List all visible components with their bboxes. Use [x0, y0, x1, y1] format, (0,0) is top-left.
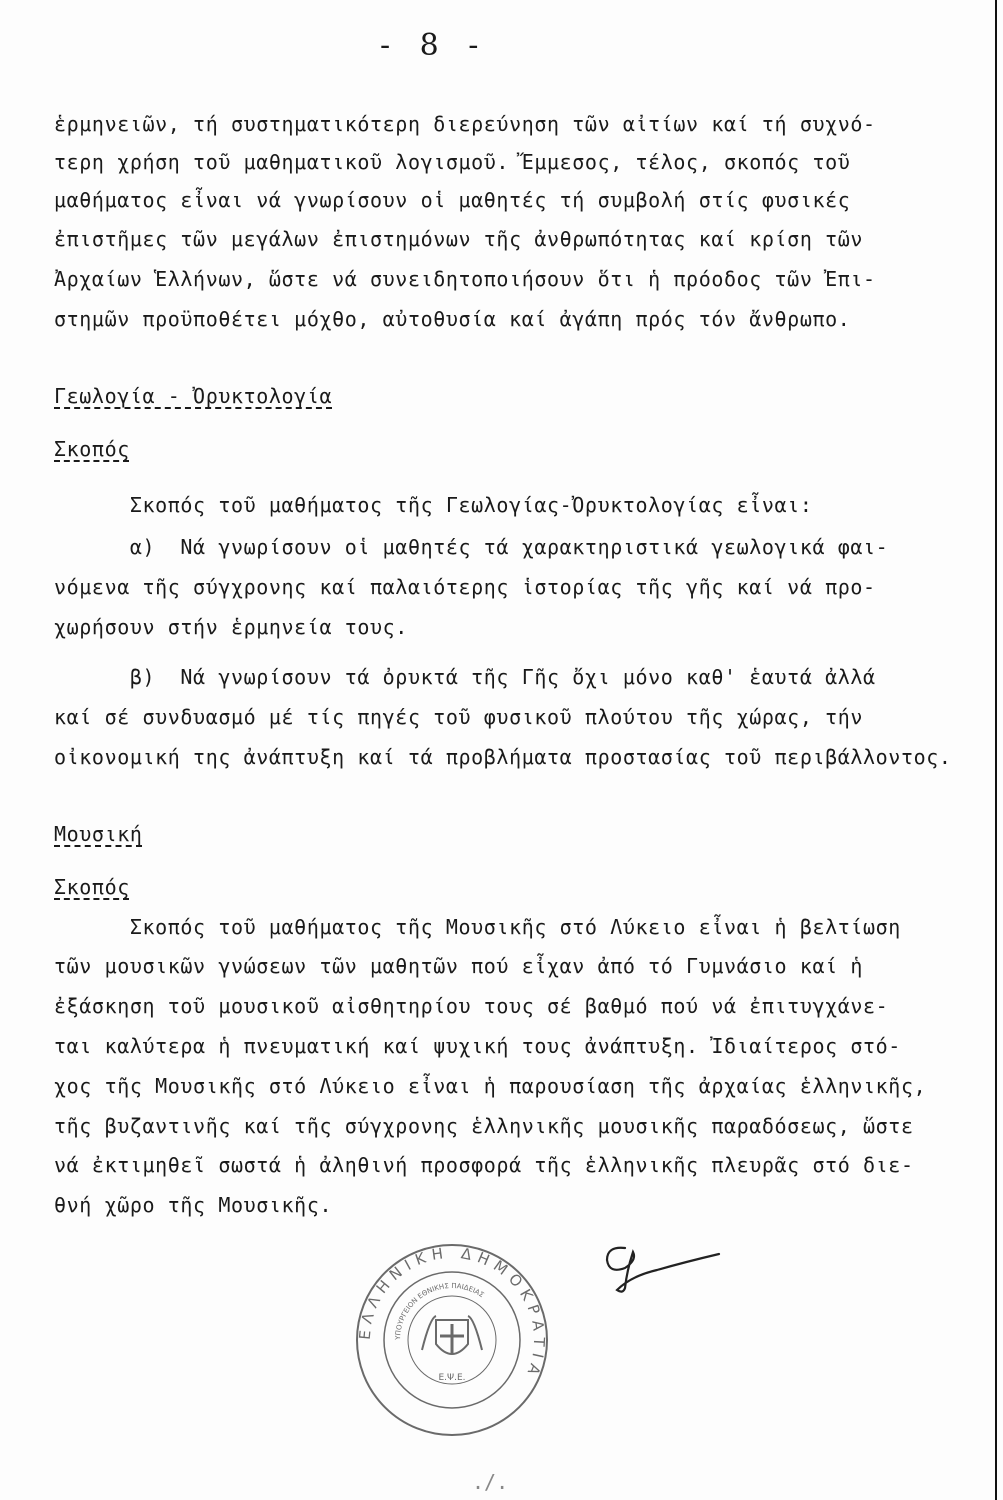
section-heading-geology: Γεωλογία - Ὀρυκτολογία	[54, 384, 333, 408]
text-line: β) Νά γνωρίσουν τά ὀρυκτά τῆς Γῆς ὄχι μόνο καθ' ἑαυτά ἀλλά	[54, 665, 876, 689]
text-line: ται καλύτερα ἡ πνευματική καί ψυχική τους ἀνάπτυξη. Ἰδιαίτερος στό-	[54, 1034, 901, 1058]
text-line: α) Νά γνωρίσουν οἱ μαθητές τά χαρακτηριστικά γεωλογικά φαι-	[54, 535, 889, 559]
text-line: τερη χρήση τοῦ μαθηματικοῦ λογισμοῦ. Ἔμμεσος, τέλος, σκοπός τοῦ	[54, 150, 851, 174]
section-heading-music: Μουσική	[54, 822, 143, 846]
text-line: ἐξάσκηση τοῦ μουσικοῦ αἰσθητηρίου τους σέ βαθμό πού νά ἐπιτυγχάνε-	[54, 994, 889, 1018]
text-line: νά ἐκτιμηθεῖ σωστά ἡ ἀληθινή προσφορά τῆς ἑλληνικῆς πλευρᾶς στό διε-	[54, 1153, 914, 1177]
text-line: ἐπιστῆμες τῶν μεγάλων ἐπιστημόνων τῆς ἀνθρωπότητας καί κρίση τῶν	[54, 227, 864, 251]
text-line: ἑρμηνειῶν, τή συστηματικότερη διερεύνηση τῶν αἰτίων καί τή συχνό-	[54, 112, 876, 136]
page-edge-line	[995, 0, 997, 1500]
text-line: χωρήσουν στήν ἑρμηνεία τους.	[54, 615, 408, 639]
text-line: θνή χῶρο τῆς Μουσικῆς.	[54, 1193, 333, 1217]
section-subheading-purpose: Σκοπός	[54, 437, 130, 461]
text-line: μαθήματος εἶναι νά γνωρίσουν οἱ μαθητές τή συμβολή στίς φυσικές	[54, 188, 851, 212]
handwritten-signature	[595, 1230, 725, 1300]
page-number: - 8 -	[380, 28, 489, 63]
text-line: χος τῆς Μουσικῆς στό Λύκειο εἶναι ἡ παρουσίαση τῆς ἀρχαίας ἑλληνικῆς,	[54, 1074, 927, 1098]
text-line: στημῶν προϋποθέτει μόχθο, αὐτοθυσία καί ἀγάπη πρός τόν ἄνθρωπο.	[54, 307, 851, 331]
seal-outer-text: ΕΛΛΗΝΙΚΗ ΔΗΜΟΚΡΑΤΙΑ	[355, 1243, 549, 1383]
section-subheading-purpose: Σκοπός	[54, 875, 130, 899]
coat-of-arms-icon	[422, 1316, 482, 1354]
text-line: νόμενα τῆς σύγχρονης καί παλαιότερης ἱστορίας τῆς γῆς καί νά προ-	[54, 575, 876, 599]
text-line: Σκοπός τοῦ μαθήματος τῆς Μουσικῆς στό Λύκειο εἶναι ἡ βελτίωση	[54, 915, 901, 939]
seal-inner-text: ΥΠΟΥΡΓΕΙΟΝ ΕΘΝΙΚΗΣ ΠΑΙΔΕΙΑΣ	[393, 1281, 486, 1341]
official-seal	[352, 1240, 552, 1440]
text-line: οἰκονομική της ἀνάπτυξη καί τά προβλήματα προστασίας τοῦ περιβάλλοντος.	[54, 745, 952, 769]
text-line: Ἀρχαίων Ἑλλήνων, ὥστε νά συνειδητοποιήσουν ὅτι ἡ πρόοδος τῶν Ἐπι-	[54, 267, 876, 291]
seal-bottom-text: Ε.Ψ.Ε.	[438, 1373, 466, 1383]
text-line: τῆς βυζαντινῆς καί τῆς σύγχρονης ἑλληνικῆς μουσικῆς παραδόσεως, ὥστε	[54, 1114, 914, 1138]
text-line: Σκοπός τοῦ μαθήματος τῆς Γεωλογίας-Ὀρυκτολογίας εἶναι:	[54, 493, 813, 517]
text-line: καί σέ συνδυασμό μέ τίς πηγές τοῦ φυσικοῦ πλούτου τῆς χώρας, τήν	[54, 705, 864, 729]
continuation-mark: ./.	[472, 1470, 509, 1494]
text-line: τῶν μουσικῶν γνώσεων τῶν μαθητῶν πού εἶχαν ἀπό τό Γυμνάσιο καί ἡ	[54, 954, 864, 978]
